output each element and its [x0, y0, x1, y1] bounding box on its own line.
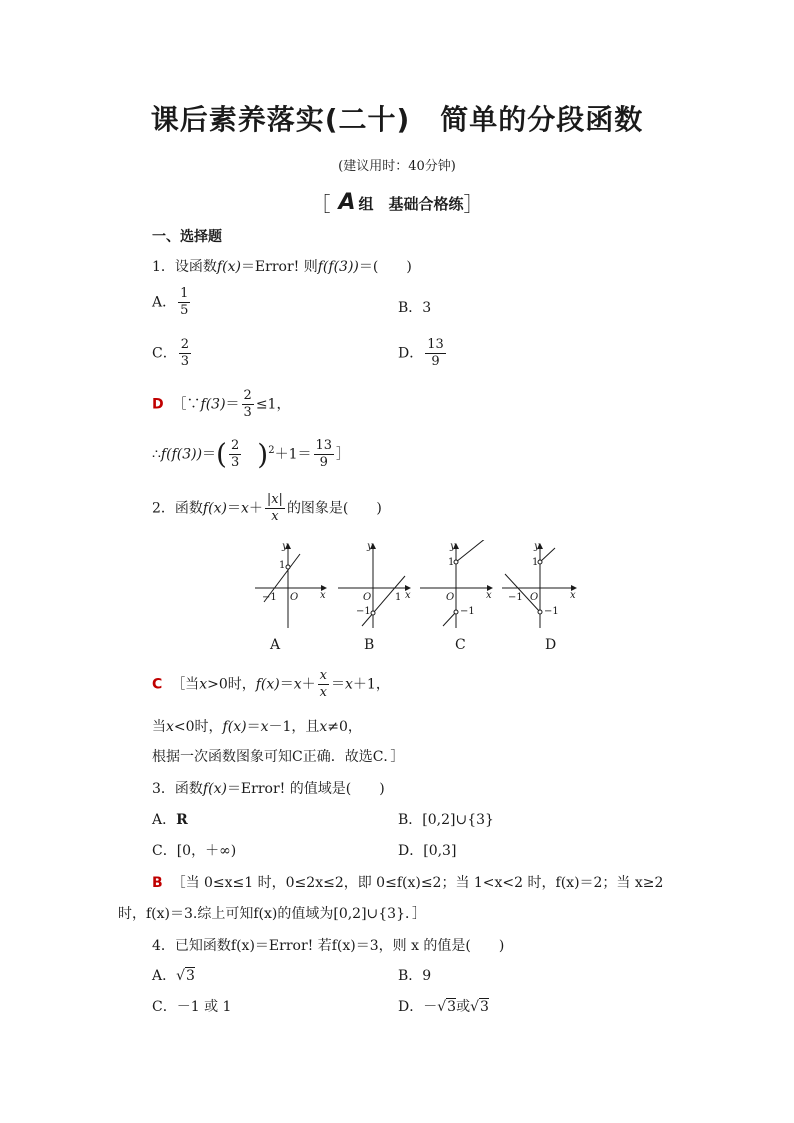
q1-solution-line1: D ［∵f(3)＝ $\frac{2}{3}$ ≤1，: [152, 388, 291, 420]
svg-text:x: x: [320, 590, 326, 601]
section-heading: 一、选择题: [152, 229, 222, 245]
group-open-bracket: ［: [310, 192, 331, 216]
q4-option-c: C．－1 或 1: [152, 999, 232, 1015]
q1-solution-line2: ∴f(f(3))＝( $\frac{2}{3}$ )$^2$＋1＝ $\frac{13}{9}$ ］: [152, 437, 351, 471]
graph-label-d: D: [545, 637, 557, 653]
svg-text:−1: −1: [508, 592, 523, 603]
q1-answer: D: [152, 396, 164, 413]
subtitle: (建议用时：40分钟): [338, 159, 456, 174]
q2-answer: C: [152, 676, 163, 693]
group-label: 组 基础合格练: [358, 195, 464, 213]
graph-label-b: B: [364, 637, 375, 653]
svg-text:−1: −1: [544, 606, 559, 617]
graph-a: [255, 544, 326, 628]
svg-text:1: 1: [279, 560, 286, 571]
svg-text:−1: −1: [356, 606, 371, 617]
q3-answer: B: [152, 875, 163, 891]
q3-option-a: A．R: [152, 812, 188, 828]
q2-stem: 2．函数f(x)＝x＋ $\frac{|x|}{x}$ 的图象是( ): [152, 492, 382, 524]
q2-graphs: [250, 540, 590, 632]
q4-option-d: D．－√3或√3: [398, 999, 489, 1015]
graph-c: [420, 540, 492, 628]
q3-option-b: B．[0,2]∪{3}: [398, 812, 494, 828]
group-heading: [0, 188, 794, 217]
graph-b: [338, 544, 410, 628]
svg-text:y: y: [282, 541, 288, 552]
q1-option-b: B．3: [398, 300, 432, 316]
svg-text:y: y: [534, 541, 540, 552]
svg-text:x: x: [405, 590, 411, 601]
q2-solution-line3: 根据一次函数图象可知C正确．故选C．］: [152, 749, 405, 765]
q1-option-a: A． $\frac{1}{5}$: [152, 286, 189, 318]
q3-solution-line1: B ［当 0≤x≤1 时，0≤2x≤2，即 0≤f(x)≤2；当 1<x<2 时，f(x)＝2；当 x≥2: [152, 875, 664, 891]
q3-option-d: D．[0,3]: [398, 843, 457, 859]
q4-option-a: A．√3: [152, 968, 195, 984]
svg-text:1: 1: [448, 557, 455, 568]
svg-text:y: y: [450, 541, 456, 552]
title-part2: 简单的分段函数: [440, 103, 644, 136]
svg-text:1: 1: [532, 557, 539, 568]
svg-text:x: x: [486, 590, 492, 601]
q1-stem: 1．设函数f(x)＝Error! 则f(f(3))＝( ): [152, 259, 412, 275]
svg-text:−1: −1: [460, 606, 475, 617]
q1-option-d: D． $\frac{13}{9}$: [398, 337, 444, 369]
q4-stem: 4．已知函数f(x)＝Error! 若f(x)＝3，则 x 的值是( ): [152, 938, 505, 954]
svg-text:O: O: [290, 592, 299, 603]
svg-text:y: y: [367, 541, 373, 552]
title-part1: 课后素养落实(二十): [150, 103, 411, 136]
svg-text:O: O: [446, 592, 455, 603]
q3-solution-line2: 时，f(x)＝3.综上可知f(x)的值域为[0,2]∪{3}．］: [118, 906, 426, 922]
svg-text:O: O: [363, 592, 372, 603]
q3-stem: 3．函数f(x)＝Error! 的值域是( ): [152, 781, 385, 797]
svg-text:x: x: [570, 590, 576, 601]
svg-text:O: O: [530, 592, 539, 603]
group-letter: A: [338, 190, 356, 215]
graph-label-a: A: [270, 637, 281, 653]
q4-option-b: B．9: [398, 968, 432, 984]
q2-solution-line1: C ［当x>0时，f(x)＝x＋ $\frac{x}{x}$ ＝x＋1，: [152, 668, 390, 700]
q3-option-c: C．[0，＋∞): [152, 843, 237, 859]
group-close-bracket: ］: [463, 192, 484, 216]
graph-d: [502, 544, 576, 628]
svg-text:1: 1: [395, 592, 402, 603]
q2-solution-line2: 当x<0时，f(x)＝x－1，且x≠0，: [152, 719, 362, 735]
q1-option-c: C． $\frac{2}{3}$: [152, 337, 189, 369]
page-title: [0, 98, 794, 138]
graph-label-c: C: [455, 637, 466, 653]
svg-text:−1: −1: [262, 592, 277, 603]
